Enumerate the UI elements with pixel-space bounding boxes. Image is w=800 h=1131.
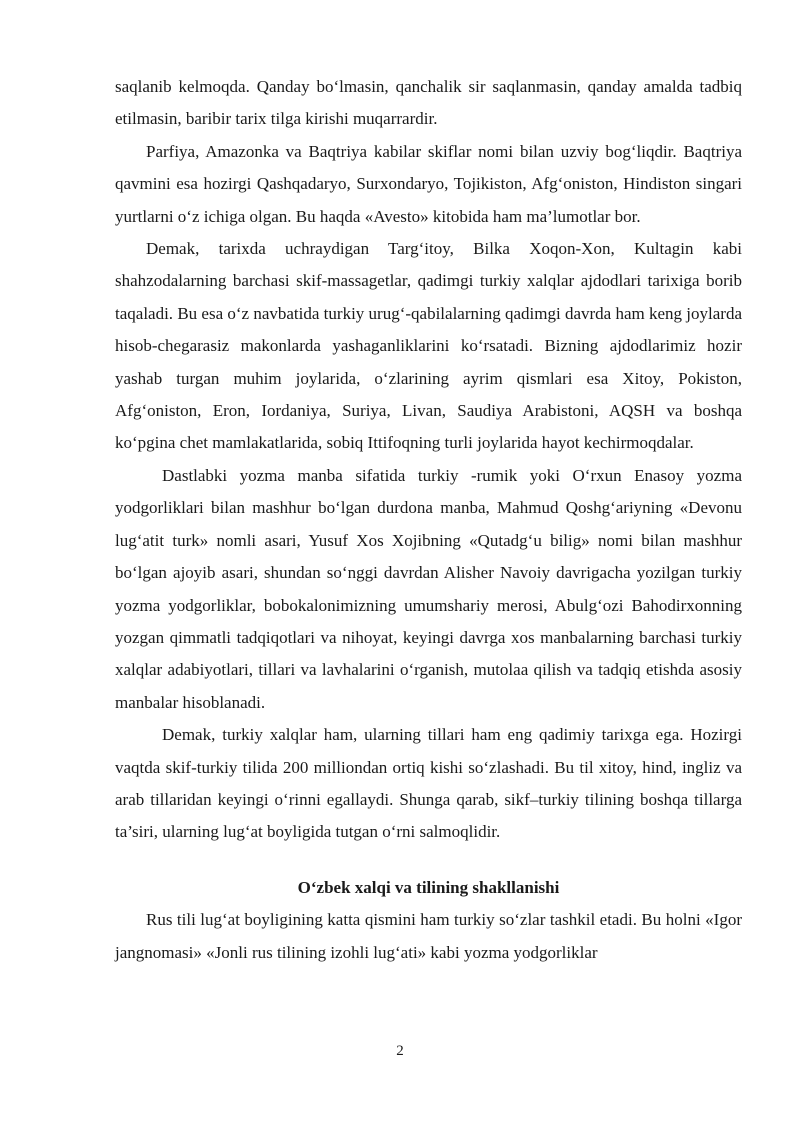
paragraph-2: Parfiya, Amazonka va Baqtriya kabilar skiflar nomi bilan uzviy bog‘liqdir. Baqtriya qavmini esa hozirgi Qashqadaryo, Surxondaryo, Tojikiston, Afg‘oniston, Hindiston singari yurtlarni o‘z ichiga olgan. Bu haqda «Avesto» kitobida ham ma’lumotlar bor. xyxy=(115,141,742,226)
paragraph-4: Dastlabki yozma manba sifatida turkiy -rumik yoki O‘rxun Enasoy yozma yodgorliklari bilan mashhur bo‘lgan durdona manba, Mahmud Qoshg‘ariyning «Devonu lug‘atit turk» nomli asari, Yusuf Xos Xojibning «Qutadg‘u bilig» nomi bilan mashhur bo‘lgan ajoyib asari, shundan so‘nggi davrdan Alisher Navoiy davrigacha yozilgan turkiy yozma yodgorliklar, bobokalonimizning umumshariy merosi, Abulg‘ozi Bahodirxonning yozgan qimmatli tadqiqotlari va nihoyat, keyingi davrga xos manbalarning barchasi turkiy xalqlar adabiyotlari, tillari va lavhalarini o‘rganish, mutolaa qilish va tadqiq etishda asosiy manbalar hisoblanadi. xyxy=(115,465,742,712)
paragraph-6: Rus tili lug‘at boyligining katta qismini ham turkiy so‘zlar tashkil etadi. Bu holni «Igor jangnomasi» «Jonli rus tilining izohli lug‘ati» kabi yozma yodgorliklar xyxy=(115,910,742,962)
page-number: 2 xyxy=(396,1043,404,1059)
section-heading: O‘zbek xalqi va tilining shakllanishi xyxy=(297,877,560,897)
paragraph-3: Demak, tarixda uchraydigan Targ‘itoy, Bilka Xoqon-Xon, Kultagin kabi shahzodalarning barchasi skif-massagetlar, qadimgi turkiy xalqlar ajdodlari tarixiga borib taqaladi. Bu esa o‘z navbatida turkiy urug‘-qabilalarning qadimgi davrda ham keng joylarda hisob-chegarasiz makonlarda yashaganliklarini ko‘rsatadi. Bizning ajdodlarimiz hozir yashab turgan muhim joylarida, o‘zlarining ayrim qismlari esa Xitoy, Pokiston, Afg‘oniston, Eron, Iordaniya, Suriya, Livan, Saudiya Arabistoni, AQSH va boshqa ko‘pgina chet mamlakatlarida, sobiq Ittifoqning turli joylarida hayot kechirmoqdalar. xyxy=(115,239,742,453)
paragraph-5: Demak, turkiy xalqlar ham, ularning tillari ham eng qadimiy tarixga ega. Hozirgi vaqtda skif-turkiy tilida 200 milliondan ortiq kishi so‘zlashadi. Bu til xitoy, hind, ingliz va arab tillaridan keyingi o‘rinni egallaydi. Shunga qarab, sikf–turkiy tilining boshqa tillarga ta’siri, ularning lug‘at boyligida tutgan o‘rni salmoqlidir. xyxy=(115,725,742,842)
document-page xyxy=(115,71,742,969)
paragraph-1: saqlanib kelmoqda. Qanday bo‘lmasin, qanchalik sir saqlanmasin, qanday amalda tadbiq etilmasin, baribir tarix tilga kirishi muqarrardir. xyxy=(115,77,742,129)
